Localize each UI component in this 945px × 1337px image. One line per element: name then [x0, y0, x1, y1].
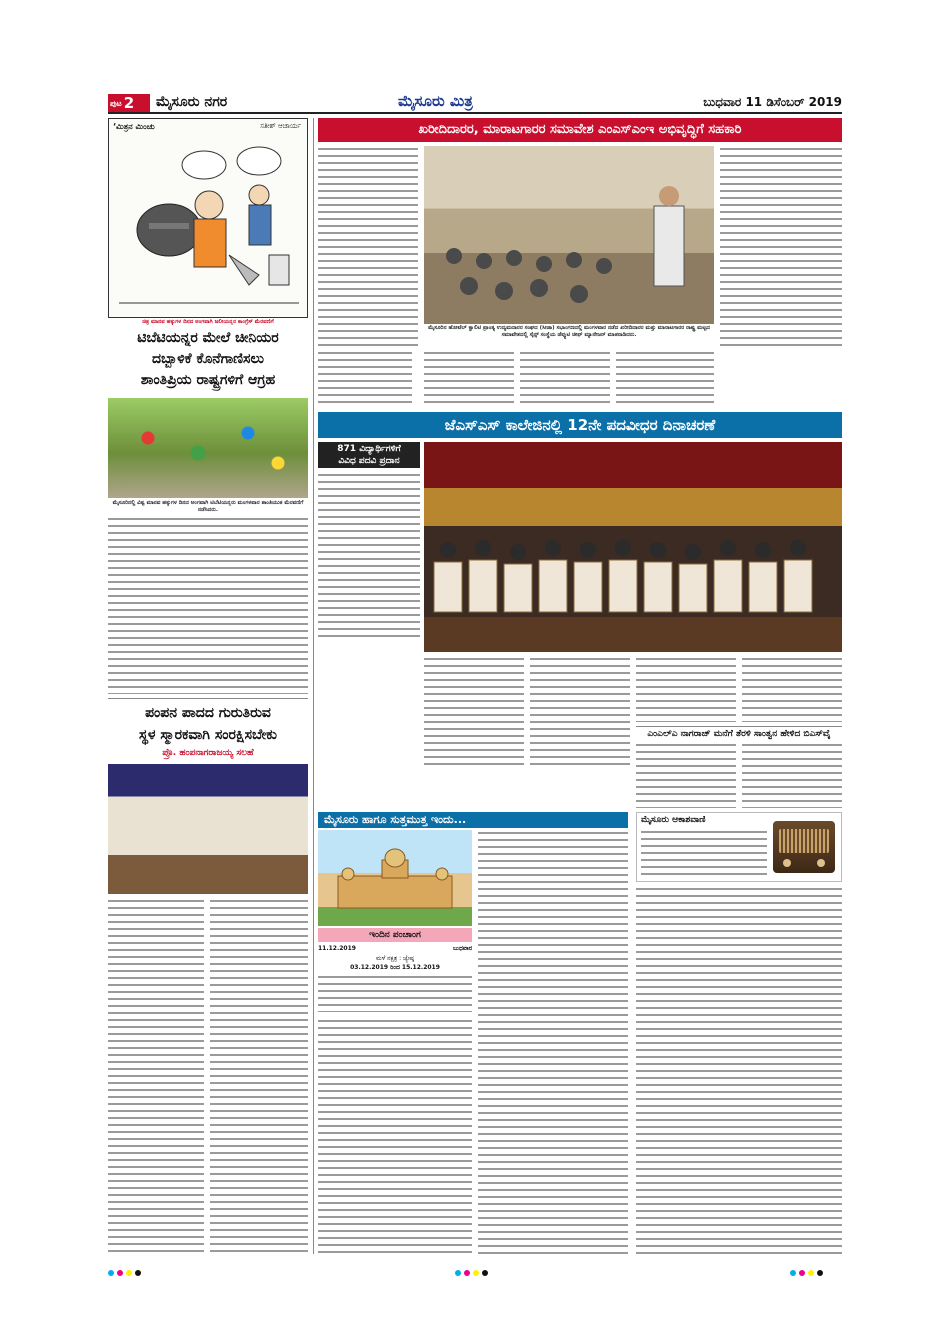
panchanga-nakshatra: ಮಳೆ ನಕ್ಷತ್ರ : ಜ್ಯೇಷ್ಠ — [376, 955, 414, 962]
msme-article-col3 — [720, 146, 842, 346]
issue-date: ಬುಧವಾರ 11 ಡಿಸೆಂಬರ್ 2019 — [703, 95, 842, 109]
pampa-article-col1 — [108, 898, 204, 1254]
panchanga-box — [318, 944, 472, 1014]
pampa-headline-line2: ಸ್ಥಳ ಸ್ಮಾರಕವಾಗಿ ಸಂರಕ್ಷಿಸಬೇಕು — [139, 727, 277, 743]
msme-headline: ಖರೀದಿದಾರರ, ಮಾರಾಟಗಾರರ ಸಮಾವೇಶ ಎಂಎಸ್‌ಎಂಇ ಅಭಿವೃದ್ಧಿಗೆ ಸಹಕಾರಿ — [318, 118, 842, 142]
tibet-headline-line3: ಶಾಂತಿಪ್ರಿಯ ರಾಷ್ಟ್ರಗಳಿಗೆ ಆಗ್ರಹ — [140, 372, 276, 388]
editorial-cartoon — [108, 118, 308, 318]
pampa-article-col2 — [210, 898, 308, 1254]
msme-article-col1 — [318, 146, 418, 346]
jss-article-col1 — [318, 472, 420, 642]
radio-schedule-list — [636, 886, 842, 1254]
mla-article-col1 — [636, 742, 736, 808]
tibet-article-body — [108, 516, 308, 694]
cartoon-drawing — [109, 135, 307, 315]
tibet-headline-line1: ಟಿಬೆಟಿಯನ್ನರ ಮೇಲೆ ಚೀನಿಯರ — [137, 330, 279, 346]
print-registration-marks-right — [790, 1261, 826, 1269]
palace-illustration — [318, 830, 472, 926]
page-number: 2 — [123, 94, 135, 112]
radio-heading: ಮೈಸೂರು ಆಕಾಶವಾಣಿ — [641, 815, 706, 825]
audience-illustration — [424, 146, 714, 324]
jss-subhead-box — [318, 442, 420, 468]
page-header — [108, 92, 842, 114]
panchanga-range: 03.12.2019 ರಿಂದ 15.12.2019 — [350, 964, 440, 971]
today-events-list-col1 — [318, 1018, 472, 1254]
panchanga-date: 11.12.2019 — [318, 945, 356, 952]
jss-article-col5 — [742, 656, 842, 722]
pampa-headline-line1: ಪಂಪನ ಪಾದದ ಗುರುತಿರುವ — [145, 705, 271, 721]
page-label: ಪುಟ — [110, 98, 122, 108]
print-registration-marks-center — [455, 1261, 491, 1269]
jss-headline: ಜೆಎಸ್‌ಎಸ್ ಕಾಲೇಜಿನಲ್ಲಿ 12ನೇ ಪದವೀಧರ ದಿನಾಚರಣೆ — [318, 412, 842, 438]
tibet-protest-photo — [108, 398, 308, 498]
cartoon-author: ಸತೀಶ್ ಆಚಾರ್ಯ — [260, 122, 301, 130]
panchanga-day: ಬುಧವಾರ — [453, 945, 472, 952]
jss-article-col2 — [424, 656, 524, 770]
newspaper-page — [108, 92, 842, 1260]
tibet-headline-line2: ದಬ್ಬಾಳಿಕೆ ಕೊನೆಗಾಣಿಸಲು — [151, 351, 265, 367]
pampa-felicitation-photo — [108, 764, 308, 894]
jss-graduation-photo — [424, 442, 842, 652]
panchanga-heading: ಇಂದಿನ ಪಂಚಾಂಗ — [318, 928, 472, 942]
pampa-headline — [108, 702, 308, 748]
radio-schedule-top — [641, 829, 767, 879]
jss-subhead-line2: ವಿವಿಧ ಪದವಿ ಪ್ರದಾನ — [338, 456, 400, 466]
msme-conference-photo — [424, 146, 714, 324]
radio-icon — [773, 821, 835, 873]
msme-article-col2b — [520, 350, 610, 406]
today-events-list-col2 — [478, 830, 628, 1254]
mysore-palace-photo — [318, 830, 472, 926]
radio-program-box — [636, 812, 842, 882]
jss-subhead-line1: 871 ವಿದ್ಯಾರ್ಥಿಗಳಿಗೆ — [337, 444, 401, 454]
print-registration-marks — [108, 1261, 144, 1269]
divider — [108, 698, 308, 699]
cartoon-caption: ಚಿತ್ರ ಮಾನವ ಹಕ್ಕುಗಳ ದಿನದ ಅಂಗವಾಗಿ ಜಲೀಯನ್ನರ ಕಾಂಗ್ರೆಸ್ ಮೆರವಣಿಗೆ — [142, 319, 274, 325]
msme-article-col2 — [424, 350, 514, 406]
section-title: ಮೈಸೂರು ನಗರ — [156, 94, 228, 110]
cartoon-title: ‘ಮಿತ್ರನ ಮಿಂಚು — [113, 122, 155, 131]
masthead-logo: ಮೈಸೂರು ಮಿತ್ರ — [398, 92, 473, 110]
msme-article-col2c — [616, 350, 714, 406]
mla-headline: ಎಂಎಲ್ಎ ನಾಗರಾಜ್ ಮನೆಗೆ ತೆರಳಿ ಸಾಂತ್ವನ ಹೇಳಿದ ಬಿಎಸ್‌ವೈ — [636, 726, 842, 740]
msme-article-col1-cont — [318, 350, 412, 406]
today-events-heading: ಮೈಸೂರು ಹಾಗೂ ಸುತ್ತಮುತ್ತ ಇಂದು... — [318, 812, 628, 828]
tibet-headline — [108, 328, 308, 394]
jss-article-col3 — [530, 656, 630, 770]
graduates-illustration — [424, 442, 842, 652]
panchanga-details — [318, 974, 472, 1012]
page-number-badge — [108, 94, 150, 112]
tibet-photo-caption: ಮೈಸೂರಿನಲ್ಲಿ ವಿಶ್ವ ಮಾನವ ಹಕ್ಕುಗಳ ದಿನದ ಅಂಗವಾಗಿ ಟಿಬೆಟಿಯನ್ನರು ಮಂಗಳವಾರ ಶಾಂತಿಯುತ ಮೆರವಣಿಗೆ ನಡೆಸಿದರು. — [112, 500, 304, 513]
column-divider — [313, 118, 314, 1254]
msme-photo-caption: ಮೈಸೂರಿನ ಹೋಟೆಲ್ ಕ್ವಾಲಿಟಿ ಪ್ರಾಂತ್ಯ ಉದ್ಯಮದಾರರ ಸಂಘದ (ಸೀಡಾ) ಸಭಾಂಗಣದಲ್ಲಿ ಮಂಗಳವಾರ ನಡೆದ ಖರೀದಿದಾರರ ಮತ್ತು ಮಾರಾಟಗಾರರ ರಾಷ್ಟ್ರ ಮಟ್ಟದ ಸಮಾವೇಶದಲ್ಲಿ ಸೈನ್ಸ್ ಸಂಸ್ಥೆಯ ಡೆಪ್ಯುಟಿ ಚೀಫ್ ಮ್ಯಾನೇಜರ್ ಮಾತನಾಡಿದರು. — [428, 325, 710, 338]
pampa-subhead: ಪ್ರೊ. ಹಂಪನಾಗರಾಜಯ್ಯ ಸಲಹೆ — [162, 748, 254, 758]
jss-article-col4 — [636, 656, 736, 722]
mla-article-col2 — [742, 742, 842, 808]
